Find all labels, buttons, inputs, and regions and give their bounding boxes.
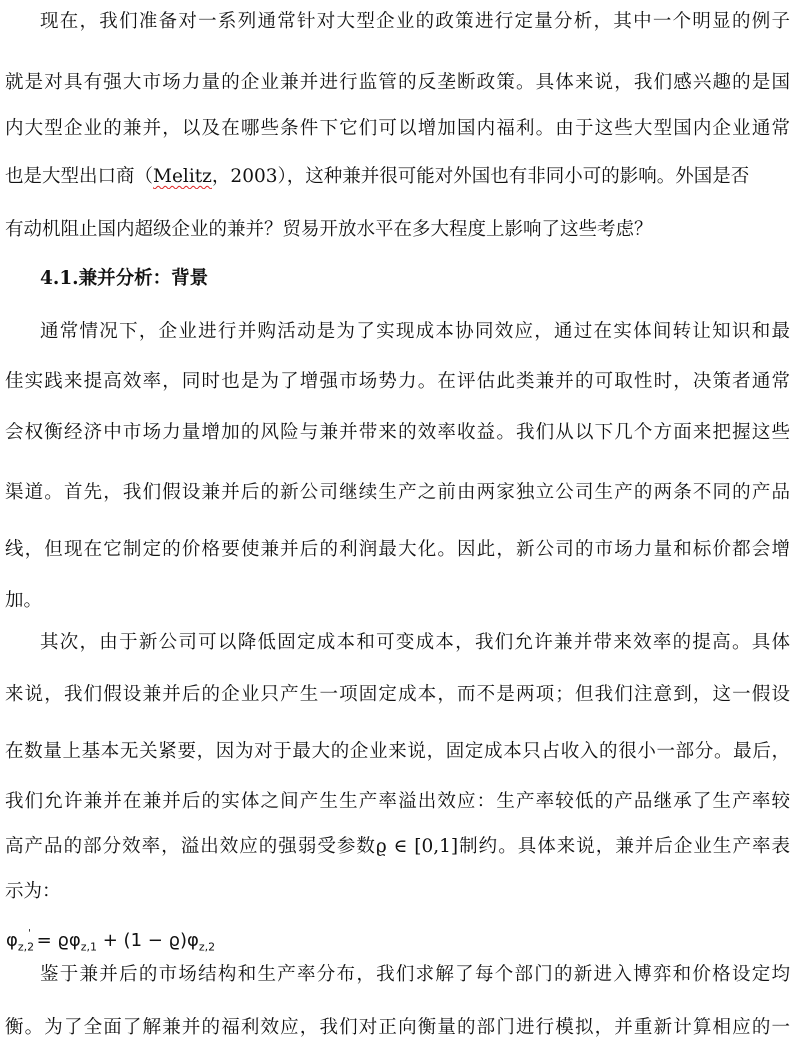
- formula-equals: = ϱφ: [30, 930, 81, 951]
- line-4-text-after: ，2003），这种兼并很可能对外国也有非同小可的影响。外国是否: [211, 166, 750, 187]
- paragraph-2-line-5: 线，但现在它制定的价格要使兼并后的利润最大化。因此，新公司的市场力量和标价都会增: [5, 539, 790, 560]
- paragraph-3-line-3: 在数量上基本无关紧要，因为对于最大的企业来说，固定成本只占收入的很小一部分。最后，: [5, 741, 790, 762]
- paragraph-3-line-2: 来说，我们假设兼并后的企业只产生一项固定成本，而不是两项；但我们注意到，这一假设: [5, 684, 790, 705]
- paragraph-2-line-2: 佳实践来提高效率，同时也是为了增强市场势力。在评估此类兼并的可取性时，决策者通常: [5, 371, 790, 392]
- paragraph-2-line-6: 加。: [5, 590, 43, 611]
- paragraph-3-line-1: 其次，由于新公司可以降低固定成本和可变成本，我们允许兼并带来效率的提高。具体: [40, 632, 790, 653]
- line-4-text-before: 也是大型出口商（: [5, 166, 154, 187]
- formula-lhs-subscript: z,2: [17, 940, 35, 954]
- paragraph-1-line-3: 内大型企业的兼并，以及在哪些条件下它们可以增加国内福利。由于这些大型国内企业通常: [5, 118, 790, 139]
- paragraph-1-line-5: 有动机阻止国内超级企业的兼并？贸易开放水平在多大程度上影响了这些考虑？: [5, 219, 653, 240]
- paragraph-2-line-4: 渠道。首先，我们假设兼并后的新公司继续生产之前由两家独立公司生产的两条不同的产品: [5, 482, 790, 503]
- paragraph-3-line-4: 我们允许兼并在兼并后的实体之间产生生产率溢出效应：生产率较低的产品继承了生产率较: [5, 791, 790, 812]
- paragraph-2-line-3: 会权衡经济中市场力量增加的风险与兼并带来的效率收益。我们从以下几个方面来把握这些: [5, 422, 790, 443]
- formula-prime: ': [28, 928, 31, 939]
- paragraph-1-line-1: 现在，我们准备对一系列通常针对大型企业的政策进行定量分析，其中一个明显的例子: [40, 11, 790, 32]
- paragraph-3-line-5: 高产品的部分效率，溢出效应的强弱受参数ϱ ∈ [0,1]制约。具体来说，兼并后企业生产率表: [5, 836, 790, 857]
- citation-melitz: Melitz: [153, 166, 212, 187]
- formula-subscript-2: z,2: [198, 940, 216, 954]
- formula-subscript-1: z,1: [80, 940, 98, 954]
- paragraph-4-line-2: 衡。为了全面了解兼并的福利效应，我们对正向衡量的部门进行模拟，并重新计算相应的一: [5, 1017, 790, 1038]
- paragraph-1-line-4: [0, 165, 790, 189]
- paragraph-1-line-2: 就是对具有强大市场力量的企业兼并进行监管的反垄断政策。具体来说，我们感兴趣的是国: [5, 72, 790, 93]
- formula-lhs: φ: [6, 930, 18, 951]
- paragraph-4-line-1: 鉴于兼并后的市场结构和生产率分布，我们求解了每个部门的新进入博弈和价格设定均: [40, 964, 790, 985]
- paragraph-3-line-6: 示为：: [5, 881, 61, 902]
- section-heading: 4.1.兼并分析：背景: [40, 268, 209, 289]
- formula-middle: + (1 − ϱ)φ: [97, 930, 199, 951]
- paragraph-2-line-1: 通常情况下，企业进行并购活动是为了实现成本协同效应，通过在实体间转让知识和最: [40, 321, 790, 342]
- productivity-formula: [0, 922, 790, 960]
